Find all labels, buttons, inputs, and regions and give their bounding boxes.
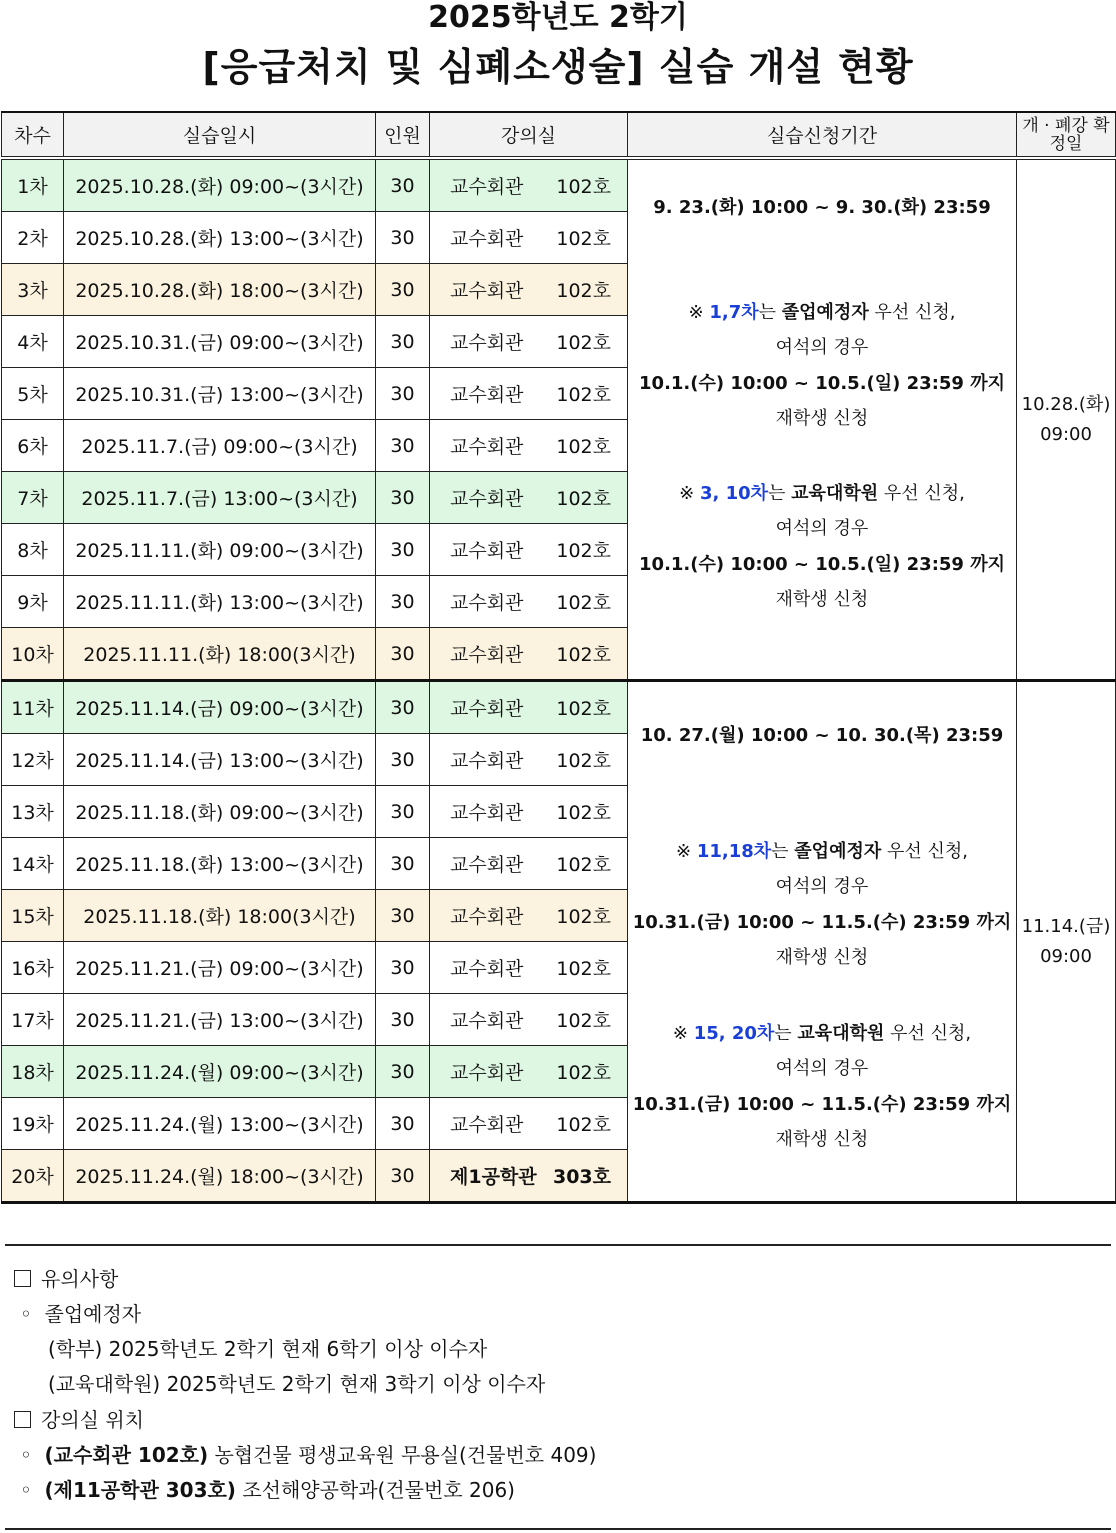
room-number: 102호: [556, 644, 611, 666]
priority-note-2-line4: 재학생 신청: [775, 589, 869, 610]
cell-round: 8차: [2, 524, 64, 576]
cell-datetime: 2025.11.18.(화) 09:00~(3시간): [64, 786, 376, 838]
room-number: 102호: [556, 488, 611, 510]
cell-round: 5차: [2, 368, 64, 420]
priority-note-1-line3: 10.31.(금) 10:00 ~ 11.5.(수) 23:59 까지: [632, 912, 1012, 933]
cell-datetime: 2025.11.7.(금) 09:00~(3시간): [64, 420, 376, 472]
cell-capacity: 30: [376, 264, 430, 316]
room-building: 교수회관: [450, 1114, 524, 1136]
cell-round: 9차: [2, 576, 64, 628]
cell-capacity: 30: [376, 734, 430, 786]
room-number: 102호: [556, 332, 611, 354]
room-number: 102호: [556, 436, 611, 458]
priority-note-2-line2: 여석의 경우: [775, 518, 869, 539]
room-number: 102호: [556, 750, 611, 772]
room-building: 교수회관: [450, 906, 524, 928]
priority-note-1: ※ 1,7차는 졸업예정자 우선 신청,: [688, 302, 956, 323]
cell-room: [430, 472, 628, 524]
cell-room: [430, 212, 628, 264]
cell-round: 13차: [2, 786, 64, 838]
room-number: 102호: [556, 1114, 611, 1136]
room-number: 102호: [556, 280, 611, 302]
room-number: 102호: [556, 592, 611, 614]
cautions-heading: 유의사항: [14, 1262, 596, 1297]
priority-note-2-line3: 10.1.(수) 10:00 ~ 10.5.(일) 23:59 까지: [639, 554, 1005, 575]
cell-room: [430, 316, 628, 368]
cell-round: 16차: [2, 942, 64, 994]
room-building: 교수회관: [450, 1010, 524, 1032]
cell-round: 19차: [2, 1098, 64, 1150]
cell-round: 12차: [2, 734, 64, 786]
room-number: 303호: [552, 1166, 611, 1188]
period-cell: [628, 158, 1017, 681]
room-building: 교수회관: [450, 540, 524, 562]
cell-capacity: 30: [376, 890, 430, 942]
cell-datetime: 2025.11.14.(금) 09:00~(3시간): [64, 681, 376, 734]
cell-datetime: 2025.10.28.(화) 09:00~(3시간): [64, 158, 376, 212]
priority-note-1-line2: 여석의 경우: [775, 337, 869, 358]
checkbox-square-icon: [14, 1270, 31, 1287]
room-building: 제1공학관: [450, 1166, 537, 1188]
table-header-row: [2, 112, 1116, 158]
cell-datetime: 2025.11.24.(월) 18:00~(3시간): [64, 1150, 376, 1203]
period-range: 10. 27.(월) 10:00 ~ 10. 30.(목) 23:59: [640, 725, 1004, 746]
priority-note-2: ※ 15, 20차는 교육대학원 우선 신청,: [672, 1023, 972, 1044]
priority-note-1-line4: 재학생 신청: [775, 408, 869, 429]
room-number: 102호: [556, 906, 611, 928]
confirm-cell: [1017, 681, 1116, 1203]
cell-room: [430, 681, 628, 734]
header-round: 차수: [2, 112, 64, 158]
cell-round: 11차: [2, 681, 64, 734]
header-capacity: 인원: [376, 112, 430, 158]
header-datetime: 실습일시: [64, 112, 376, 158]
divider-top: [5, 1244, 1111, 1246]
room-number: 102호: [556, 384, 611, 406]
cell-room: [430, 576, 628, 628]
cell-capacity: 30: [376, 1046, 430, 1098]
header-period: 실습신청기간: [628, 112, 1017, 158]
cell-capacity: 30: [376, 576, 430, 628]
cautions-item: ◦ 졸업예정자: [20, 1302, 142, 1326]
cell-datetime: 2025.10.31.(금) 13:00~(3시간): [64, 368, 376, 420]
priority-note-1-line3: 10.1.(수) 10:00 ~ 10.5.(일) 23:59 까지: [639, 373, 1005, 394]
cell-capacity: 30: [376, 681, 430, 734]
cell-room: [430, 994, 628, 1046]
notes-section: [14, 1262, 596, 1508]
room-building: 교수회관: [450, 592, 524, 614]
priority-note-2: ※ 3, 10차는 교육대학원 우선 신청,: [679, 483, 965, 504]
document-subtitle: [응급처치 및 심폐소생술] 실습 개설 현황: [202, 45, 914, 89]
cell-capacity: 30: [376, 368, 430, 420]
confirm-date: 11.14.(금): [1021, 915, 1111, 937]
divider-bottom: [5, 1528, 1111, 1530]
cell-room: [430, 420, 628, 472]
room-building: 교수회관: [450, 698, 524, 720]
table-row: [2, 681, 1116, 734]
cell-room: [430, 628, 628, 681]
room-number: 102호: [556, 540, 611, 562]
cell-capacity: 30: [376, 316, 430, 368]
cell-room: [430, 786, 628, 838]
period-range: 9. 23.(화) 10:00 ~ 9. 30.(화) 23:59: [653, 197, 991, 218]
cell-room: [430, 1098, 628, 1150]
room-number: 102호: [556, 802, 611, 824]
checkbox-square-icon: [14, 1411, 31, 1428]
room-building: 교수회관: [450, 332, 524, 354]
room-building: 교수회관: [450, 1062, 524, 1084]
confirm-date: 10.28.(화): [1021, 393, 1111, 415]
room-number: 102호: [556, 1010, 611, 1032]
period-cell: [628, 681, 1017, 1203]
room-building: 교수회관: [450, 958, 524, 980]
cell-round: 4차: [2, 316, 64, 368]
cell-datetime: 2025.11.11.(화) 09:00~(3시간): [64, 524, 376, 576]
cell-datetime: 2025.10.28.(화) 13:00~(3시간): [64, 212, 376, 264]
cell-round: 3차: [2, 264, 64, 316]
cell-datetime: 2025.11.21.(금) 13:00~(3시간): [64, 994, 376, 1046]
cell-capacity: 30: [376, 524, 430, 576]
cell-capacity: 30: [376, 158, 430, 212]
room-number: 102호: [556, 698, 611, 720]
cell-capacity: 30: [376, 942, 430, 994]
cautions-sub1: (학부) 2025학년도 2학기 현재 6학기 이상 이수자: [48, 1337, 488, 1361]
priority-note-2-line3: 10.31.(금) 10:00 ~ 11.5.(수) 23:59 까지: [632, 1094, 1012, 1115]
cell-datetime: 2025.11.18.(화) 18:00(3시간): [64, 890, 376, 942]
cell-room: [430, 368, 628, 420]
priority-note-1-line4: 재학생 신청: [775, 947, 869, 968]
cell-room: [430, 264, 628, 316]
cell-datetime: 2025.11.18.(화) 13:00~(3시간): [64, 838, 376, 890]
room-building: 교수회관: [450, 854, 524, 876]
table-row: [2, 158, 1116, 212]
cell-room: [430, 734, 628, 786]
cautions-sub2: (교육대학원) 2025학년도 2학기 현재 3학기 이상 이수자: [48, 1372, 546, 1396]
cell-round: 14차: [2, 838, 64, 890]
cell-round: 2차: [2, 212, 64, 264]
cell-room: [430, 838, 628, 890]
cell-room: [430, 1150, 628, 1203]
cell-capacity: 30: [376, 472, 430, 524]
location-item-1: ◦ (교수회관 102호) 농협건물 평생교육원 무용실(건물번호 409): [20, 1443, 597, 1467]
room-number: 102호: [556, 176, 611, 198]
room-building: 교수회관: [450, 644, 524, 666]
location-item-2: ◦ (제11공학관 303호) 조선해양공학과(건물번호 206): [20, 1478, 515, 1502]
room-building: 교수회관: [450, 750, 524, 772]
cell-round: 20차: [2, 1150, 64, 1203]
cell-capacity: 30: [376, 786, 430, 838]
priority-note-2-line2: 여석의 경우: [775, 1058, 869, 1079]
room-building: 교수회관: [450, 384, 524, 406]
room-building: 교수회관: [450, 280, 524, 302]
cell-round: 1차: [2, 158, 64, 212]
cell-round: 6차: [2, 420, 64, 472]
cell-datetime: 2025.10.31.(금) 09:00~(3시간): [64, 316, 376, 368]
room-building: 교수회관: [450, 228, 524, 250]
cell-round: 18차: [2, 1046, 64, 1098]
cell-capacity: 30: [376, 994, 430, 1046]
room-number: 102호: [556, 1062, 611, 1084]
cell-capacity: 30: [376, 838, 430, 890]
confirm-cell: [1017, 158, 1116, 681]
cell-room: [430, 158, 628, 212]
room-number: 102호: [556, 958, 611, 980]
cell-round: 7차: [2, 472, 64, 524]
header-room: 강의실: [430, 112, 628, 158]
priority-note-1-line2: 여석의 경우: [775, 876, 869, 897]
confirm-time: 09:00: [1040, 945, 1092, 967]
priority-note-1: ※ 11,18차는 졸업예정자 우선 신청,: [676, 841, 968, 862]
priority-note-2-line4: 재학생 신청: [775, 1129, 869, 1150]
cell-capacity: 30: [376, 1150, 430, 1203]
cell-datetime: 2025.10.28.(화) 18:00~(3시간): [64, 264, 376, 316]
cell-room: [430, 942, 628, 994]
cell-round: 17차: [2, 994, 64, 1046]
document-title: 2025학년도 2학기: [428, 0, 688, 35]
cell-capacity: 30: [376, 212, 430, 264]
cell-datetime: 2025.11.14.(금) 13:00~(3시간): [64, 734, 376, 786]
cell-round: 15차: [2, 890, 64, 942]
cell-datetime: 2025.11.24.(월) 09:00~(3시간): [64, 1046, 376, 1098]
schedule-table: [1, 111, 1116, 1204]
cell-datetime: 2025.11.11.(화) 18:00(3시간): [64, 628, 376, 681]
header-confirm: 개 · 폐강 확정일: [1017, 112, 1116, 158]
cell-datetime: 2025.11.7.(금) 13:00~(3시간): [64, 472, 376, 524]
cell-capacity: 30: [376, 1098, 430, 1150]
room-building: 교수회관: [450, 176, 524, 198]
room-building: 교수회관: [450, 488, 524, 510]
cell-capacity: 30: [376, 628, 430, 681]
room-number: 102호: [556, 228, 611, 250]
room-number: 102호: [556, 854, 611, 876]
location-heading: 강의실 위치: [14, 1403, 596, 1438]
cell-round: 10차: [2, 628, 64, 681]
confirm-time: 09:00: [1040, 423, 1092, 445]
room-building: 교수회관: [450, 802, 524, 824]
cell-room: [430, 524, 628, 576]
cell-datetime: 2025.11.24.(월) 13:00~(3시간): [64, 1098, 376, 1150]
cell-datetime: 2025.11.21.(금) 09:00~(3시간): [64, 942, 376, 994]
cell-datetime: 2025.11.11.(화) 13:00~(3시간): [64, 576, 376, 628]
room-building: 교수회관: [450, 436, 524, 458]
cell-room: [430, 1046, 628, 1098]
cell-capacity: 30: [376, 420, 430, 472]
cell-room: [430, 890, 628, 942]
